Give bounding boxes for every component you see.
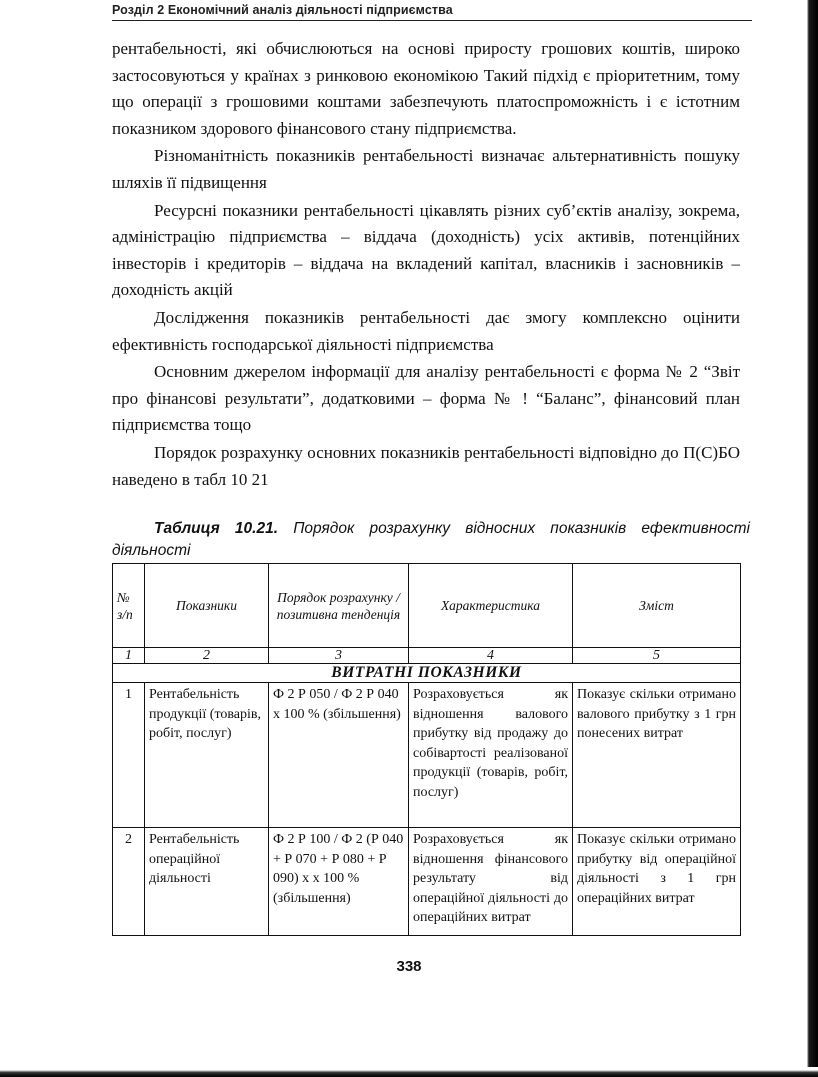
- column-number: 5: [573, 648, 741, 664]
- paragraph: рентабельності, які обчислюються на основі приросту грошових коштів, широко застосовуються у країнах з ринковою економікою Такий підхід є пріоритетним, тому що операції з грошовими коштами забезпечують платоспроможність і є істотним показником здорового фінансового стану підприємства.: [112, 39, 740, 138]
- paragraph: Ресурсні показники рентабельності цікавлять різних суб’єктів аналізу, зокрема, адміністрацію підприємства – віддача (доходність) усіх активів, потенційних інвесторів і кредиторів – віддача на вкладений капітал, власників і засновників – доходність акцій: [112, 200, 740, 300]
- table-header-row: [113, 564, 741, 648]
- header-rule: [112, 20, 752, 21]
- row-indicator: Рентабельність операційної діяльності: [145, 828, 269, 936]
- indicators-table: [112, 563, 741, 936]
- column-number: 3: [269, 648, 409, 664]
- section-title: ВИТРАТНІ ПОКАЗНИКИ: [113, 664, 741, 683]
- row-characteristic: Розраховується як відношення валового прибутку від продажу до собівартості реалізованої продукції (товарів, робіт, послуг): [409, 683, 573, 828]
- table-row: [113, 683, 741, 828]
- paragraph: Дослідження показників рентабельності дає змогу комплексно оцінити ефективність господарської діяльності підприємства: [112, 307, 740, 354]
- section-row: [113, 664, 741, 683]
- row-characteristic: Розраховується як відношення фінансового результату від операційної діяльності до операційних витрат: [409, 828, 573, 936]
- scan-edge-bottom: [0, 1067, 818, 1077]
- column-number: 4: [409, 648, 573, 664]
- page-number: 338: [396, 958, 422, 975]
- table-row: [113, 828, 741, 936]
- header-indicator: Показники: [145, 564, 269, 648]
- table-caption-text: Порядок розрахунку відносних показників ефективності діяльності: [112, 520, 750, 559]
- header-content: Зміст: [573, 564, 741, 648]
- column-number: 1: [113, 648, 145, 664]
- row-number: 1: [113, 683, 145, 828]
- row-indicator: Рентабельність продукції (товарів, робіт, послуг): [145, 683, 269, 828]
- row-formula: Ф 2 Р 100 / Ф 2 (Р 040 + Р 070 + Р 080 + Р 090) x x 100 % (збільшення): [269, 828, 409, 936]
- scan-edge-right: [804, 0, 818, 1077]
- table-caption: [112, 518, 750, 562]
- body-text: [112, 36, 740, 493]
- row-content: Показує скільки отримано валового прибутку з 1 грн понесених витрат: [573, 683, 741, 828]
- header-characteristic: Характеристика: [409, 564, 573, 648]
- paragraph: Основним джерелом інформації для аналізу рентабельності є форма № 2 “Звіт про фінансові результати”, додатковими – форма № ! “Баланс”, фінансовий план підприємства тощо: [112, 362, 740, 435]
- paragraph: Різноманітність показників рентабельності визначає альтернативність пошуку шляхів її підвищення: [112, 146, 740, 192]
- running-header: Розділ 2 Економічний аналіз діяльності підприємства: [112, 3, 453, 17]
- column-number: 2: [145, 648, 269, 664]
- paragraph: Порядок розрахунку основних показників рентабельності відповідно до П(С)БО наведено в табл 10 21: [112, 442, 740, 489]
- row-content: Показує скільки отримано прибутку від операційної діяльності з 1 грн операційних витрат: [573, 828, 741, 936]
- row-formula: Ф 2 Р 050 / Ф 2 Р 040 x 100 % (збільшення): [269, 683, 409, 828]
- row-number: 2: [113, 828, 145, 936]
- column-number-row: [113, 648, 741, 664]
- header-order: Порядок розрахунку / позитивна тенденція: [269, 564, 409, 648]
- table-caption-number: Таблиця 10.21.: [154, 520, 278, 537]
- header-num: № з/п: [113, 564, 145, 648]
